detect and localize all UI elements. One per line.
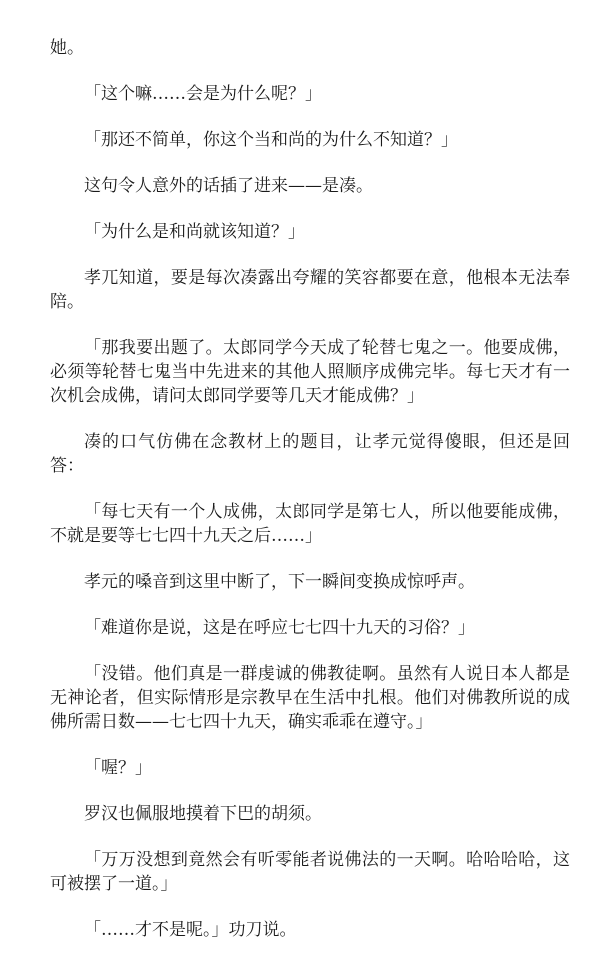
paragraph: 罗汉也佩服地摸着下巴的胡须。 <box>84 804 322 824</box>
paragraph: 「那我要出题了。太郎同学今天成了轮替七鬼之一。他要成佛，必须等轮替七鬼当中先进来的其他人照顺序成佛完毕。每七天才有一次机会成佛，请问太郎同学要等几天才能成佛？」 <box>50 338 570 406</box>
paragraph: 「难道你是说，这是在呼应七七四十九天的习俗？」 <box>84 618 475 638</box>
paragraph: 她。 <box>50 38 84 58</box>
paragraph: 孝兀知道，要是每次凑露出夸耀的笑容都要在意，他根本无法奉陪。 <box>50 268 570 312</box>
paragraph: 「那还不简单，你这个当和尚的为什么不知道？」 <box>84 130 458 150</box>
paragraph: 「万万没想到竟然会有听零能者说佛法的一天啊。哈哈哈哈，这可被摆了一道。」 <box>50 850 570 894</box>
paragraph: 「为什么是和尚就该知道？」 <box>84 222 305 242</box>
paragraph: 凑的口气仿佛在念教材上的题目，让孝元觉得傻眼，但还是回答： <box>50 432 570 476</box>
paragraph: 这句令人意外的话插了进来——是凑。 <box>84 176 373 196</box>
paragraph: 「每七天有一个人成佛，太郎同学是第七人，所以他要能成佛，不就是要等七七四十九天之后……」 <box>50 502 570 546</box>
paragraph: 「喔？」 <box>84 758 152 778</box>
paragraph: 「……才不是呢。」功刀说。 <box>84 920 297 940</box>
paragraph: 孝元的嗓音到这里中断了，下一瞬间变换成惊呼声。 <box>84 572 475 592</box>
paragraph: 「没错。他们真是一群虔诚的佛教徒啊。虽然有人说日本人都是无神论者，但实际情形是宗教早在生活中扎根。他们对佛教所说的成佛所需日数——七七四十九天，确实乖乖在遵守。」 <box>50 664 570 732</box>
paragraph: 「这个嘛……会是为什么呢？」 <box>84 84 322 104</box>
text-body <box>50 36 570 964</box>
